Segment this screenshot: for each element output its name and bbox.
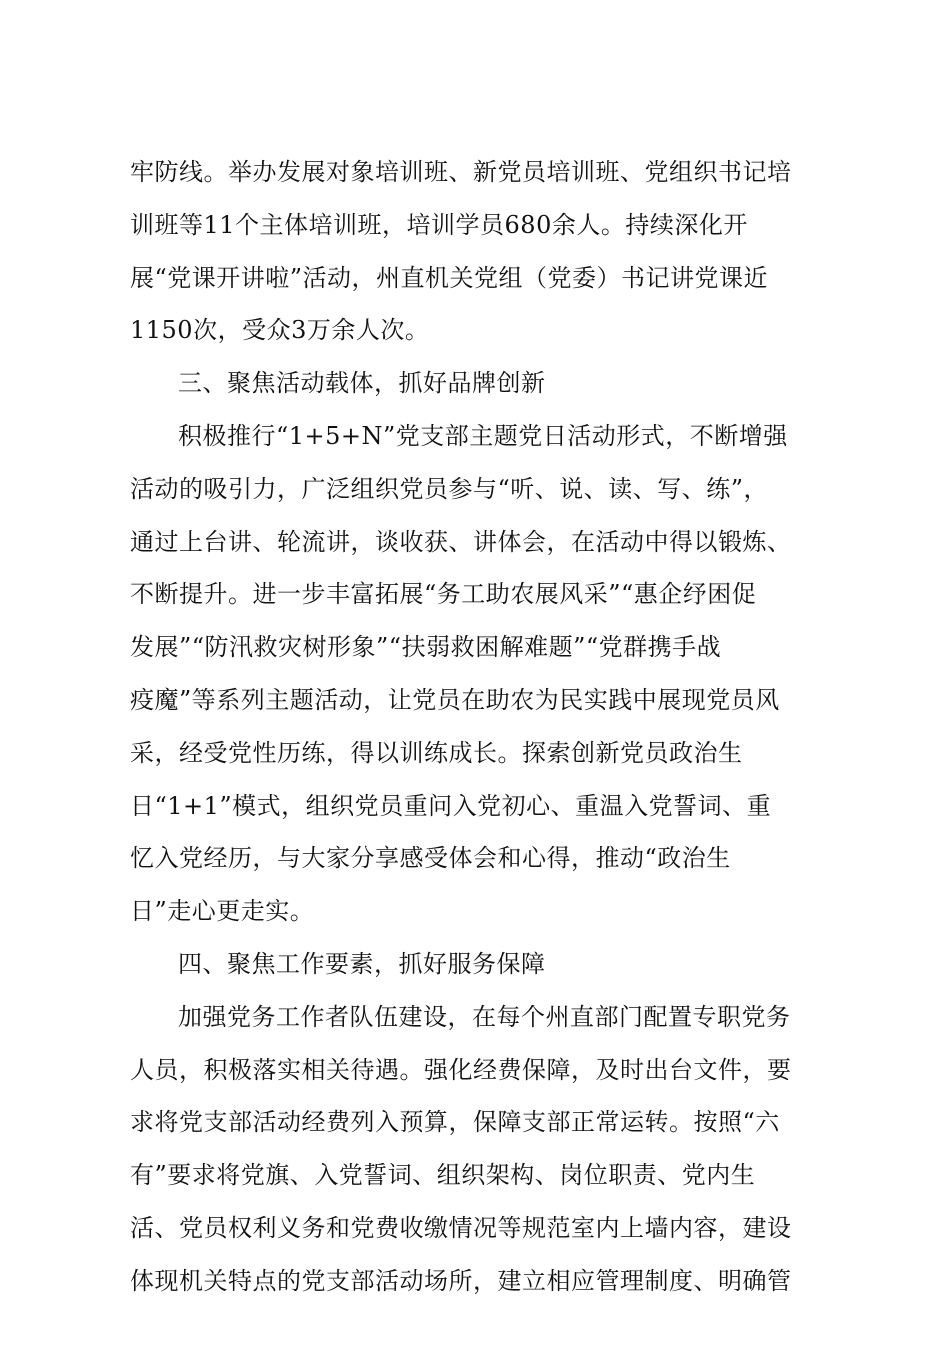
text-line-9: 不断提升。进一步丰富拓展“务工助农展风采”“惠企纾困促 (130, 580, 757, 609)
text-line-13: 日“1+1”模式，组织党员重问入党初心、重温入党誓词、重 (130, 791, 772, 820)
text-line-12: 采，经受党性历练，得以训练成长。探索创新党员政治生 (130, 738, 743, 767)
text-line-10: 发展”“防汛救灾树形象”“扶弱救困解难题”“党群携手战 (130, 633, 722, 662)
text-line-7: 活动的吸引力，广泛组织党员参与“听、说、读、写、练”， (130, 474, 769, 503)
section-heading-3: 三、聚焦活动载体，抓好品牌创新 (178, 369, 546, 398)
text-line-18: 人员，积极落实相关待遇。强化经费保障，及时出台文件，要 (130, 1055, 792, 1084)
body-text (130, 146, 830, 1308)
text-line-21: 活、党员权利义务和党费收缴情况等规范室内上墙内容，建设 (130, 1213, 792, 1242)
text-line-20: 有”要求将党旗、入党誓词、组织架构、岗位职责、党内生 (130, 1161, 756, 1190)
text-line-17: 加强党务工作者队伍建设，在每个州直部门配置专职党务 (178, 1002, 791, 1031)
text-line-15: 日”走心更走实。 (130, 897, 315, 926)
text-line-22: 体现机关特点的党支部活动场所，建立相应管理制度、明确管 (130, 1266, 792, 1295)
text-line-6: 积极推行“1+5+N”党支部主题党日活动形式，不断增强 (178, 421, 788, 450)
text-line-2: 训班等11个主体培训班，培训学员680余人。持续深化开 (130, 210, 748, 239)
text-line-8: 通过上台讲、轮流讲，谈收获、讲体会，在活动中得以锻炼、 (130, 527, 792, 556)
text-line-4: 1150次，受众3万余人次。 (130, 316, 430, 345)
text-line-19: 求将党支部活动经费列入预算，保障支部正常运转。按照“六 (130, 1108, 780, 1137)
text-line-14: 忆入党经历，与大家分享感受体会和心得，推动“政治生 (130, 844, 731, 873)
text-line-11: 疫魔”等系列主题活动，让党员在助农为民实践中展现党员风 (130, 685, 780, 714)
section-heading-4: 四、聚焦工作要素，抓好服务保障 (178, 949, 546, 978)
text-line-1: 牢防线。举办发展对象培训班、新党员培训班、党组织书记培 (130, 158, 792, 186)
text-line-3: 展“党课开讲啦”活动，州直机关党组（党委）书记讲党课近 (130, 263, 769, 292)
